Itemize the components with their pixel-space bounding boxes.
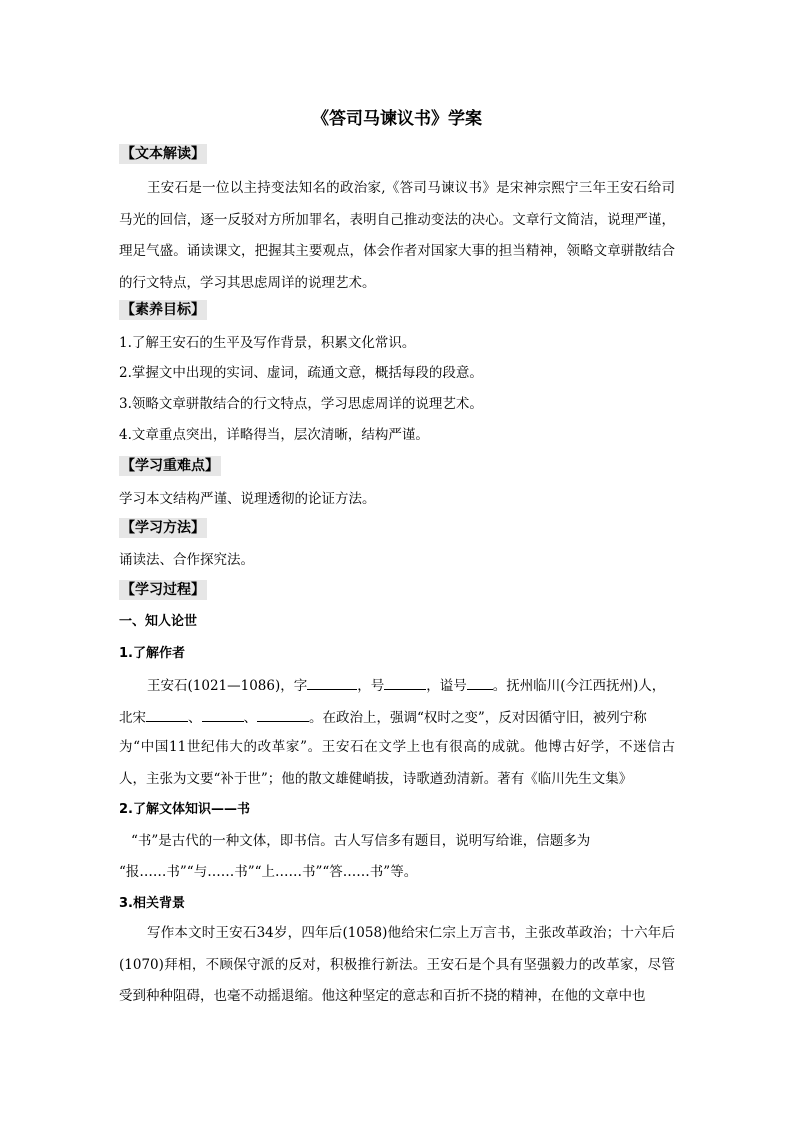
fill-blank-shihao[interactable] bbox=[467, 675, 493, 690]
fangfa-text: 诵读法、合作探究法。 bbox=[119, 552, 254, 568]
author-text: 王安石(1021—1086)，字 bbox=[147, 678, 308, 694]
fill-blank-identity-1[interactable] bbox=[146, 707, 188, 722]
document-title: 《答司马谏议书》学案 bbox=[312, 109, 482, 129]
beijing-paragraph: 写作本文时王安石34岁，四年后(1058)他给宋仁宗上万言书，主张改革政治；十六年后(1070)拜相，不顾保守派的反对，积极推行新法。王安石是个具有坚强毅力的改革家，尽管受到种种阻碍，也毫不动摇退缩。他这种坚定的意志和百折不挠的精神，在他的文章中也 bbox=[119, 925, 675, 1004]
section-header-wenben: 【文本解读】 bbox=[121, 146, 205, 162]
fill-blank-zi[interactable] bbox=[307, 675, 357, 690]
author-paragraph: 为“中国11世纪伟大的改革家”。王安石在文学上也有很高的成就。他博古好学，不迷信古人，主张为文要“补于世”；他的散文雄健峭拔，诗歌遒劲清新。著有《临川先生文集》 bbox=[119, 739, 675, 787]
zhongnandian-text: 学习本文结构严谨、说理透彻的论证方法。 bbox=[119, 491, 376, 507]
fill-blank-identity-2[interactable] bbox=[202, 707, 244, 722]
section-header-fangfa: 【学习方法】 bbox=[121, 520, 205, 536]
author-text: 。在政治上，强调“权时之变”，反对因循守旧，被列宁称 bbox=[309, 710, 647, 726]
part-heading-zhiren: 一、知人论世 bbox=[119, 614, 198, 629]
wenti-line-1: “书”是古代的一种文体，即书信。古人写信多有题目，说明写给谁，信题多为 bbox=[131, 833, 591, 849]
sub-heading-wenti: 2.了解文体知识——书 bbox=[119, 802, 250, 817]
author-line-2 bbox=[119, 707, 675, 728]
suyang-item-2: 2.掌握文中出现的实词、虚词，疏通文意，概括每段的段意。 bbox=[119, 365, 483, 381]
section-header-suyang: 【素养目标】 bbox=[121, 302, 205, 318]
fill-blank-hao[interactable] bbox=[384, 675, 426, 690]
author-line-1 bbox=[119, 675, 675, 696]
author-text: 、 bbox=[188, 710, 202, 726]
sub-heading-beijing: 3.相关背景 bbox=[119, 896, 185, 911]
wenben-paragraph: 王安石是一位以主持变法知名的政治家,《答司马谏议书》是宋神宗熙宁三年王安石给司马光的回信，逐一反驳对方所加罪名，表明自己推动变法的决心。文章行文简洁，说理严谨，理足气盛。诵读课文，把握其主要观点，体会作者对国家大事的担当精神，领略文章骈散结合的行文特点，学习其思虑周详的说理艺术。 bbox=[119, 180, 675, 291]
author-text: 北宋 bbox=[119, 710, 146, 726]
author-text: ，谥号 bbox=[426, 678, 467, 694]
author-text: 。抚州临川(今江西抚州)人， bbox=[492, 678, 666, 694]
section-header-guocheng: 【学习过程】 bbox=[121, 582, 205, 598]
fill-blank-identity-3[interactable] bbox=[257, 707, 309, 722]
wenti-line-2: “报……书”“与……书”“上……书”“答……书”等。 bbox=[119, 864, 418, 880]
sub-heading-author: 1.了解作者 bbox=[119, 646, 185, 661]
suyang-item-3: 3.领略文章骈散结合的行文特点，学习思虑周详的说理艺术。 bbox=[119, 396, 483, 412]
author-text: ，号 bbox=[357, 678, 385, 694]
suyang-item-4: 4.文章重点突出，详略得当，层次清晰，结构严谨。 bbox=[119, 427, 429, 443]
section-header-zhongnandian: 【学习重难点】 bbox=[121, 458, 219, 474]
suyang-item-1: 1.了解王安石的生平及写作背景，积累文化常识。 bbox=[119, 335, 416, 351]
author-text: 、 bbox=[243, 710, 257, 726]
